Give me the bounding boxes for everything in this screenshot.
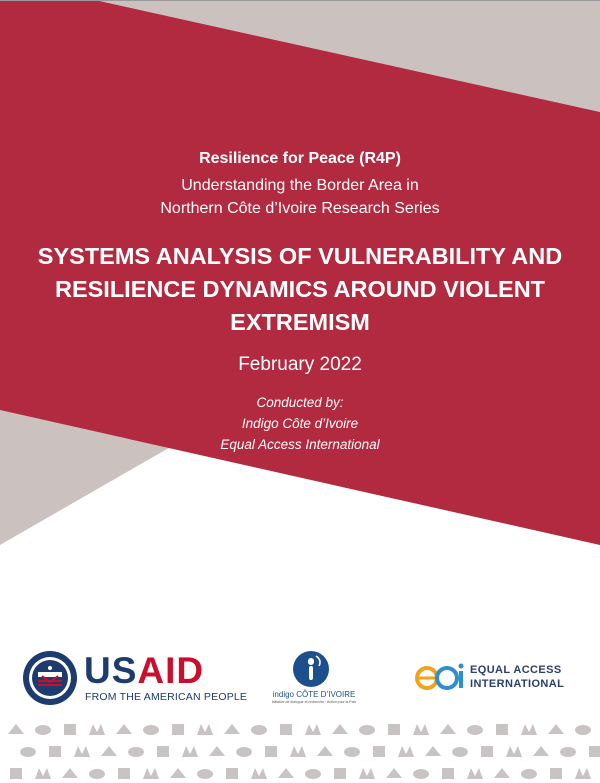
pattern-motif [251, 725, 267, 735]
pattern-motif [494, 768, 510, 778]
indigo-subtitle: initiative de dialogue et recherche · Action pour la Paix [271, 700, 357, 704]
usaid-tagline: FROM THE AMERICAN PEOPLE [85, 691, 248, 703]
pattern-motif [10, 768, 22, 779]
pattern-motif [344, 747, 360, 757]
usaid-seal-icon [22, 650, 78, 706]
pattern-motif [334, 768, 346, 779]
pattern-motif [589, 746, 600, 757]
pattern-motif [550, 768, 562, 779]
pattern-motif [62, 768, 78, 778]
pattern-motif [128, 747, 144, 757]
pattern-motif [157, 746, 169, 757]
pattern-motif [172, 724, 184, 735]
indigo-name: indigo CÔTE D’IVOIRE [272, 690, 356, 699]
pattern-motif [359, 725, 375, 735]
usaid-word-aid: AID [137, 650, 205, 691]
pattern-motif [533, 746, 549, 756]
pattern-motif [398, 746, 414, 757]
african-motif-pattern-icon [0, 716, 600, 783]
credits-block [0, 392, 600, 455]
pattern-motif [265, 746, 277, 757]
pattern-motif [425, 746, 441, 756]
series-subtitle-line2: Northern Côte d’Ivoire Research Series [160, 200, 440, 217]
eai-mark-icon [415, 659, 467, 697]
pattern-motif [64, 724, 76, 735]
pattern-motif [182, 746, 198, 757]
pattern-motif [35, 725, 51, 735]
pattern-motif [305, 769, 321, 779]
pattern-motif [251, 768, 267, 779]
eai-name-line2: INTERNATIONAL [470, 678, 565, 690]
pattern-motif [74, 746, 90, 757]
partner-logos [0, 640, 600, 716]
pattern-motif [236, 747, 252, 757]
usaid-word-us: US [84, 650, 138, 691]
pattern-motif [386, 768, 402, 778]
pattern-motif [89, 769, 105, 779]
pattern-motif [305, 724, 321, 735]
pattern-motif [521, 724, 537, 735]
pattern-motif [209, 746, 225, 756]
pattern-motif [440, 724, 456, 734]
credits-org-indigo: Indigo Côte d’Ivoire [241, 416, 359, 431]
pattern-motif [332, 724, 348, 734]
pattern-motif [496, 724, 508, 735]
pattern-motif [359, 768, 375, 779]
pattern-motif [101, 746, 117, 756]
pattern-motif [118, 768, 130, 779]
pattern-motif [442, 768, 454, 779]
pattern-motif [560, 747, 576, 757]
pattern-motif [49, 746, 61, 757]
pattern-motif [224, 724, 240, 734]
pattern-motif [413, 769, 429, 779]
pattern-motif [388, 724, 400, 735]
pattern-motif [575, 768, 591, 779]
credits-label: Conducted by: [256, 395, 344, 410]
pattern-motif [20, 747, 36, 757]
pattern-motif [143, 768, 159, 779]
series-subtitle-line1: Understanding the Border Area in [181, 177, 419, 194]
pattern-motif [506, 746, 522, 757]
usaid-wordmark [84, 652, 204, 690]
pattern-motif [373, 746, 385, 757]
pattern-motif [278, 768, 294, 778]
pattern-motif [35, 768, 51, 779]
report-title: SYSTEMS ANALYSIS OF VULNERABILITY AND RESILIENCE DYNAMICS AROUND VIOLENT EXTREMISM [37, 243, 563, 335]
pattern-motif [467, 768, 483, 779]
series-title: Resilience for Peace (R4P) [199, 150, 401, 167]
pattern-motif [290, 746, 306, 757]
report-date: February 2022 [238, 354, 362, 375]
pattern-motif [467, 725, 483, 735]
pattern-motif [143, 725, 159, 735]
indigo-mark-icon [292, 650, 330, 688]
pattern-motif [197, 724, 213, 735]
pattern-motif [226, 768, 238, 779]
pattern-motif [413, 724, 429, 735]
pattern-motif [89, 724, 105, 735]
pattern-motif [481, 746, 493, 757]
pattern-motif [521, 769, 537, 779]
eai-name-line1: EQUAL ACCESS [470, 664, 562, 676]
pattern-motif [548, 724, 564, 734]
credits-org-eai: Equal Access International [220, 437, 380, 452]
pattern-motif [280, 724, 292, 735]
pattern-motif [8, 724, 24, 734]
pattern-motif [116, 724, 132, 734]
pattern-motif [452, 747, 468, 757]
pattern-motif [170, 768, 186, 778]
pattern-motif [575, 725, 591, 735]
pattern-motif [317, 746, 333, 756]
pattern-motif [197, 769, 213, 779]
